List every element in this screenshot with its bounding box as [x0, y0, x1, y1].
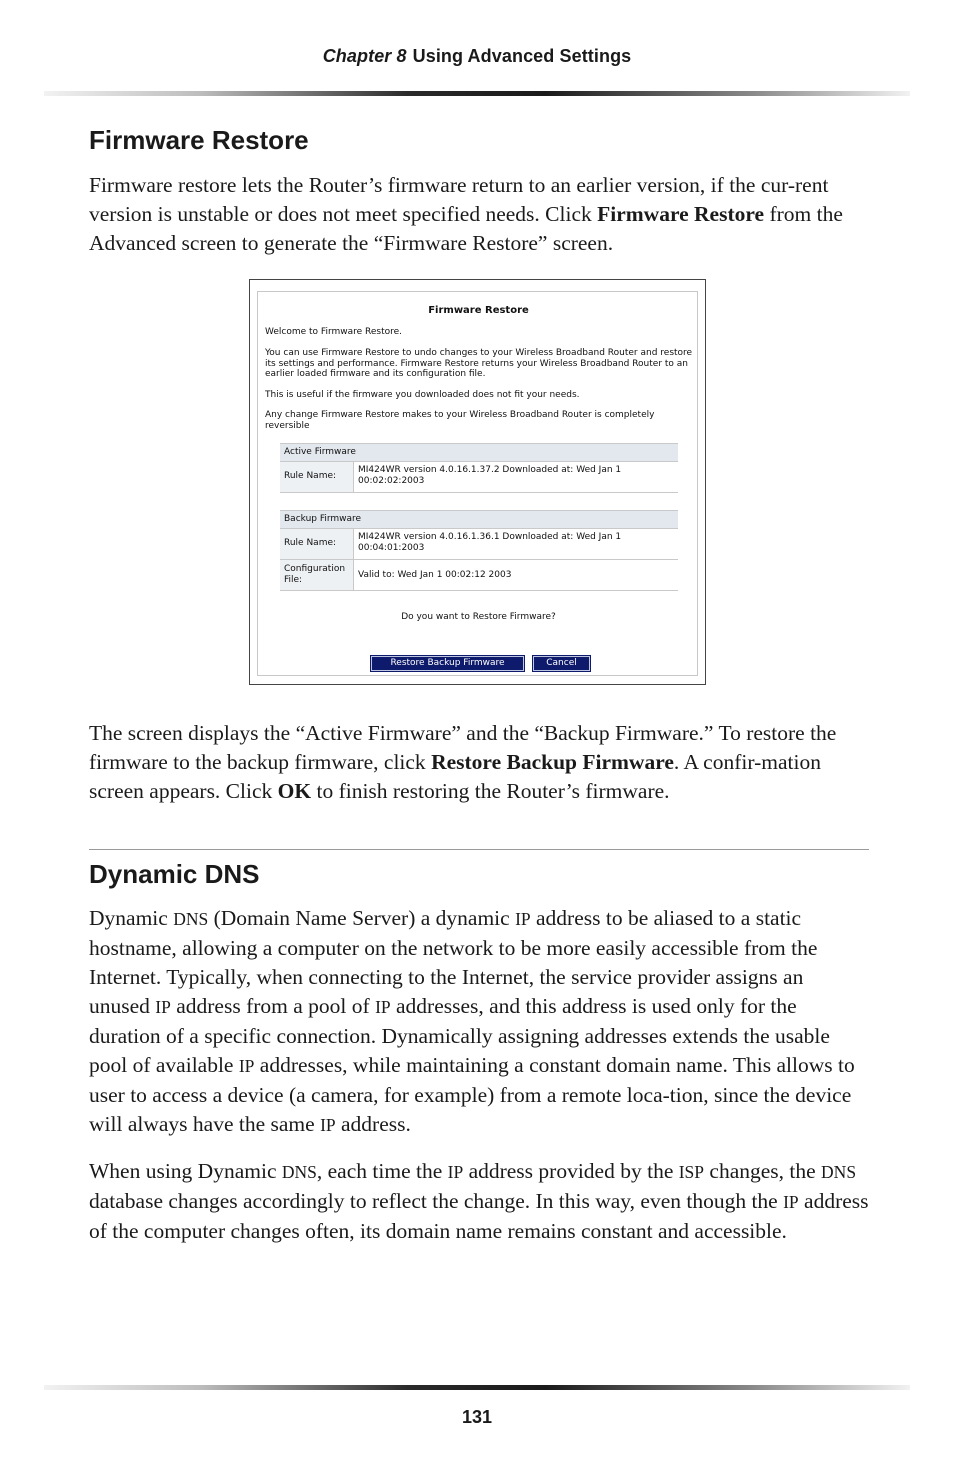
bold-term: Firmware Restore	[597, 202, 765, 226]
screenshot-title: Firmware Restore	[428, 305, 529, 316]
table-row	[280, 529, 678, 560]
text-run: addresses, while maintaining a constant domain name. This allows to user to access a device (a camera, for example) from a remote loca-tion, since the device will always have the same	[89, 1053, 855, 1136]
active-firmware-header: Active Firmware	[280, 444, 678, 462]
small-caps-term: IP	[238, 1056, 255, 1076]
text-run: address provided by the	[463, 1159, 679, 1183]
table-row	[280, 462, 678, 493]
screenshot-desc1: You can use Firmware Restore to undo changes to your Wireless Broadband Router and restore its settings and performance. Firmware Restore returns your Wireless Broadband Router to an earlier loaded firmware and its configuration file.	[265, 348, 693, 379]
footer-rule	[44, 1385, 910, 1390]
section-divider	[89, 849, 869, 850]
table-row	[280, 560, 678, 591]
restore-backup-firmware-button[interactable]: Restore Backup Firmware	[371, 656, 524, 671]
chapter-title: Using Advanced Settings	[412, 46, 632, 66]
text-run: , each time the	[316, 1159, 448, 1183]
text-run: address.	[335, 1112, 411, 1136]
text-run: When using Dynamic	[89, 1159, 282, 1183]
small-caps-term: DNS	[281, 1162, 317, 1182]
paragraph-firmware-details	[89, 719, 869, 806]
chapter-label: Chapter 8	[322, 46, 407, 66]
text-run: (Domain Name Server) a dynamic	[208, 906, 516, 930]
small-caps-term: ISP	[678, 1162, 705, 1182]
backup-firmware-table	[280, 510, 678, 591]
text-run: Firmware restore lets the Router’s firmware return to an earlier version, if the cur-rent version is unstable or does not meet specified needs. Click	[89, 173, 829, 226]
paragraph-dns-intro	[89, 904, 869, 1140]
rule-name-value: MI424WR version 4.0.16.1.37.2 Downloaded at: Wed Jan 1 00:02:02:2003	[354, 462, 678, 492]
small-caps-term: IP	[375, 997, 391, 1017]
text-run: address of the computer changes often, its domain name remains constant and accessible.	[89, 1189, 869, 1243]
paragraph-dns-details	[89, 1157, 869, 1246]
active-firmware-table	[280, 443, 678, 493]
paragraph-firmware-intro	[89, 171, 869, 258]
bold-term: Restore Backup Firmware	[431, 750, 674, 774]
rule-name-label: Rule Name:	[280, 462, 354, 492]
text-run: address from a pool of	[170, 994, 376, 1018]
cancel-button[interactable]: Cancel	[533, 656, 590, 671]
text-run: Dynamic	[89, 906, 174, 930]
small-caps-term: DNS	[821, 1162, 857, 1182]
bold-term: OK	[277, 779, 312, 803]
backup-firmware-header: Backup Firmware	[280, 511, 678, 529]
text-run: from the Advanced screen to generate the “Firmware Restore” screen.	[89, 202, 843, 255]
screenshot-panel	[257, 291, 698, 676]
small-caps-term: IP	[515, 909, 531, 929]
small-caps-term: IP	[447, 1162, 464, 1182]
rule-name-label: Rule Name:	[280, 529, 354, 559]
text-run: to finish restoring the Router’s firmware.	[311, 779, 670, 803]
text-run: addresses, and this address is used only for the duration of a specific connection. Dynamically assigning addresses extends the usable pool of available	[89, 994, 830, 1077]
text-run: . A confir-mation screen appears. Click	[89, 750, 821, 803]
screenshot-figure	[249, 279, 706, 685]
page-number: 131	[461, 1407, 493, 1427]
small-caps-term: DNS	[173, 909, 209, 929]
text-run: address to be aliased to a static hostname, allowing a computer on the network to be more easily accessible from the Internet. Typically, when connecting to the Internet, the service provider assigns an unused	[89, 906, 818, 1018]
text-run: The screen displays the “Active Firmware” and the “Backup Firmware.” To restore the firmware to the backup firmware, click	[89, 721, 837, 774]
text-run: changes, the	[704, 1159, 822, 1183]
configuration-file-label: Configuration File:	[280, 560, 354, 590]
section-heading-firmware-restore: Firmware Restore	[89, 125, 309, 155]
running-head	[0, 46, 954, 67]
screenshot-desc2: This is useful if the firmware you downloaded does not fit your needs.	[265, 390, 580, 400]
small-caps-term: IP	[783, 1192, 799, 1212]
restore-question: Do you want to Restore Firmware?	[401, 612, 556, 622]
text-run: database changes accordingly to reflect the change. In this way, even though the	[89, 1189, 784, 1213]
screenshot-welcome: Welcome to Firmware Restore.	[265, 327, 403, 337]
small-caps-term: IP	[155, 997, 171, 1017]
header-rule	[44, 91, 910, 96]
configuration-file-value: Valid to: Wed Jan 1 00:02:12 2003	[354, 560, 678, 590]
screenshot-desc3: Any change Firmware Restore makes to your Wireless Broadband Router is completely reversible	[265, 410, 655, 431]
rule-name-value: MI424WR version 4.0.16.1.36.1 Downloaded at: Wed Jan 1 00:04:01:2003	[354, 529, 678, 559]
section-heading-dynamic-dns: Dynamic DNS	[89, 859, 260, 889]
small-caps-term: IP	[320, 1115, 336, 1135]
